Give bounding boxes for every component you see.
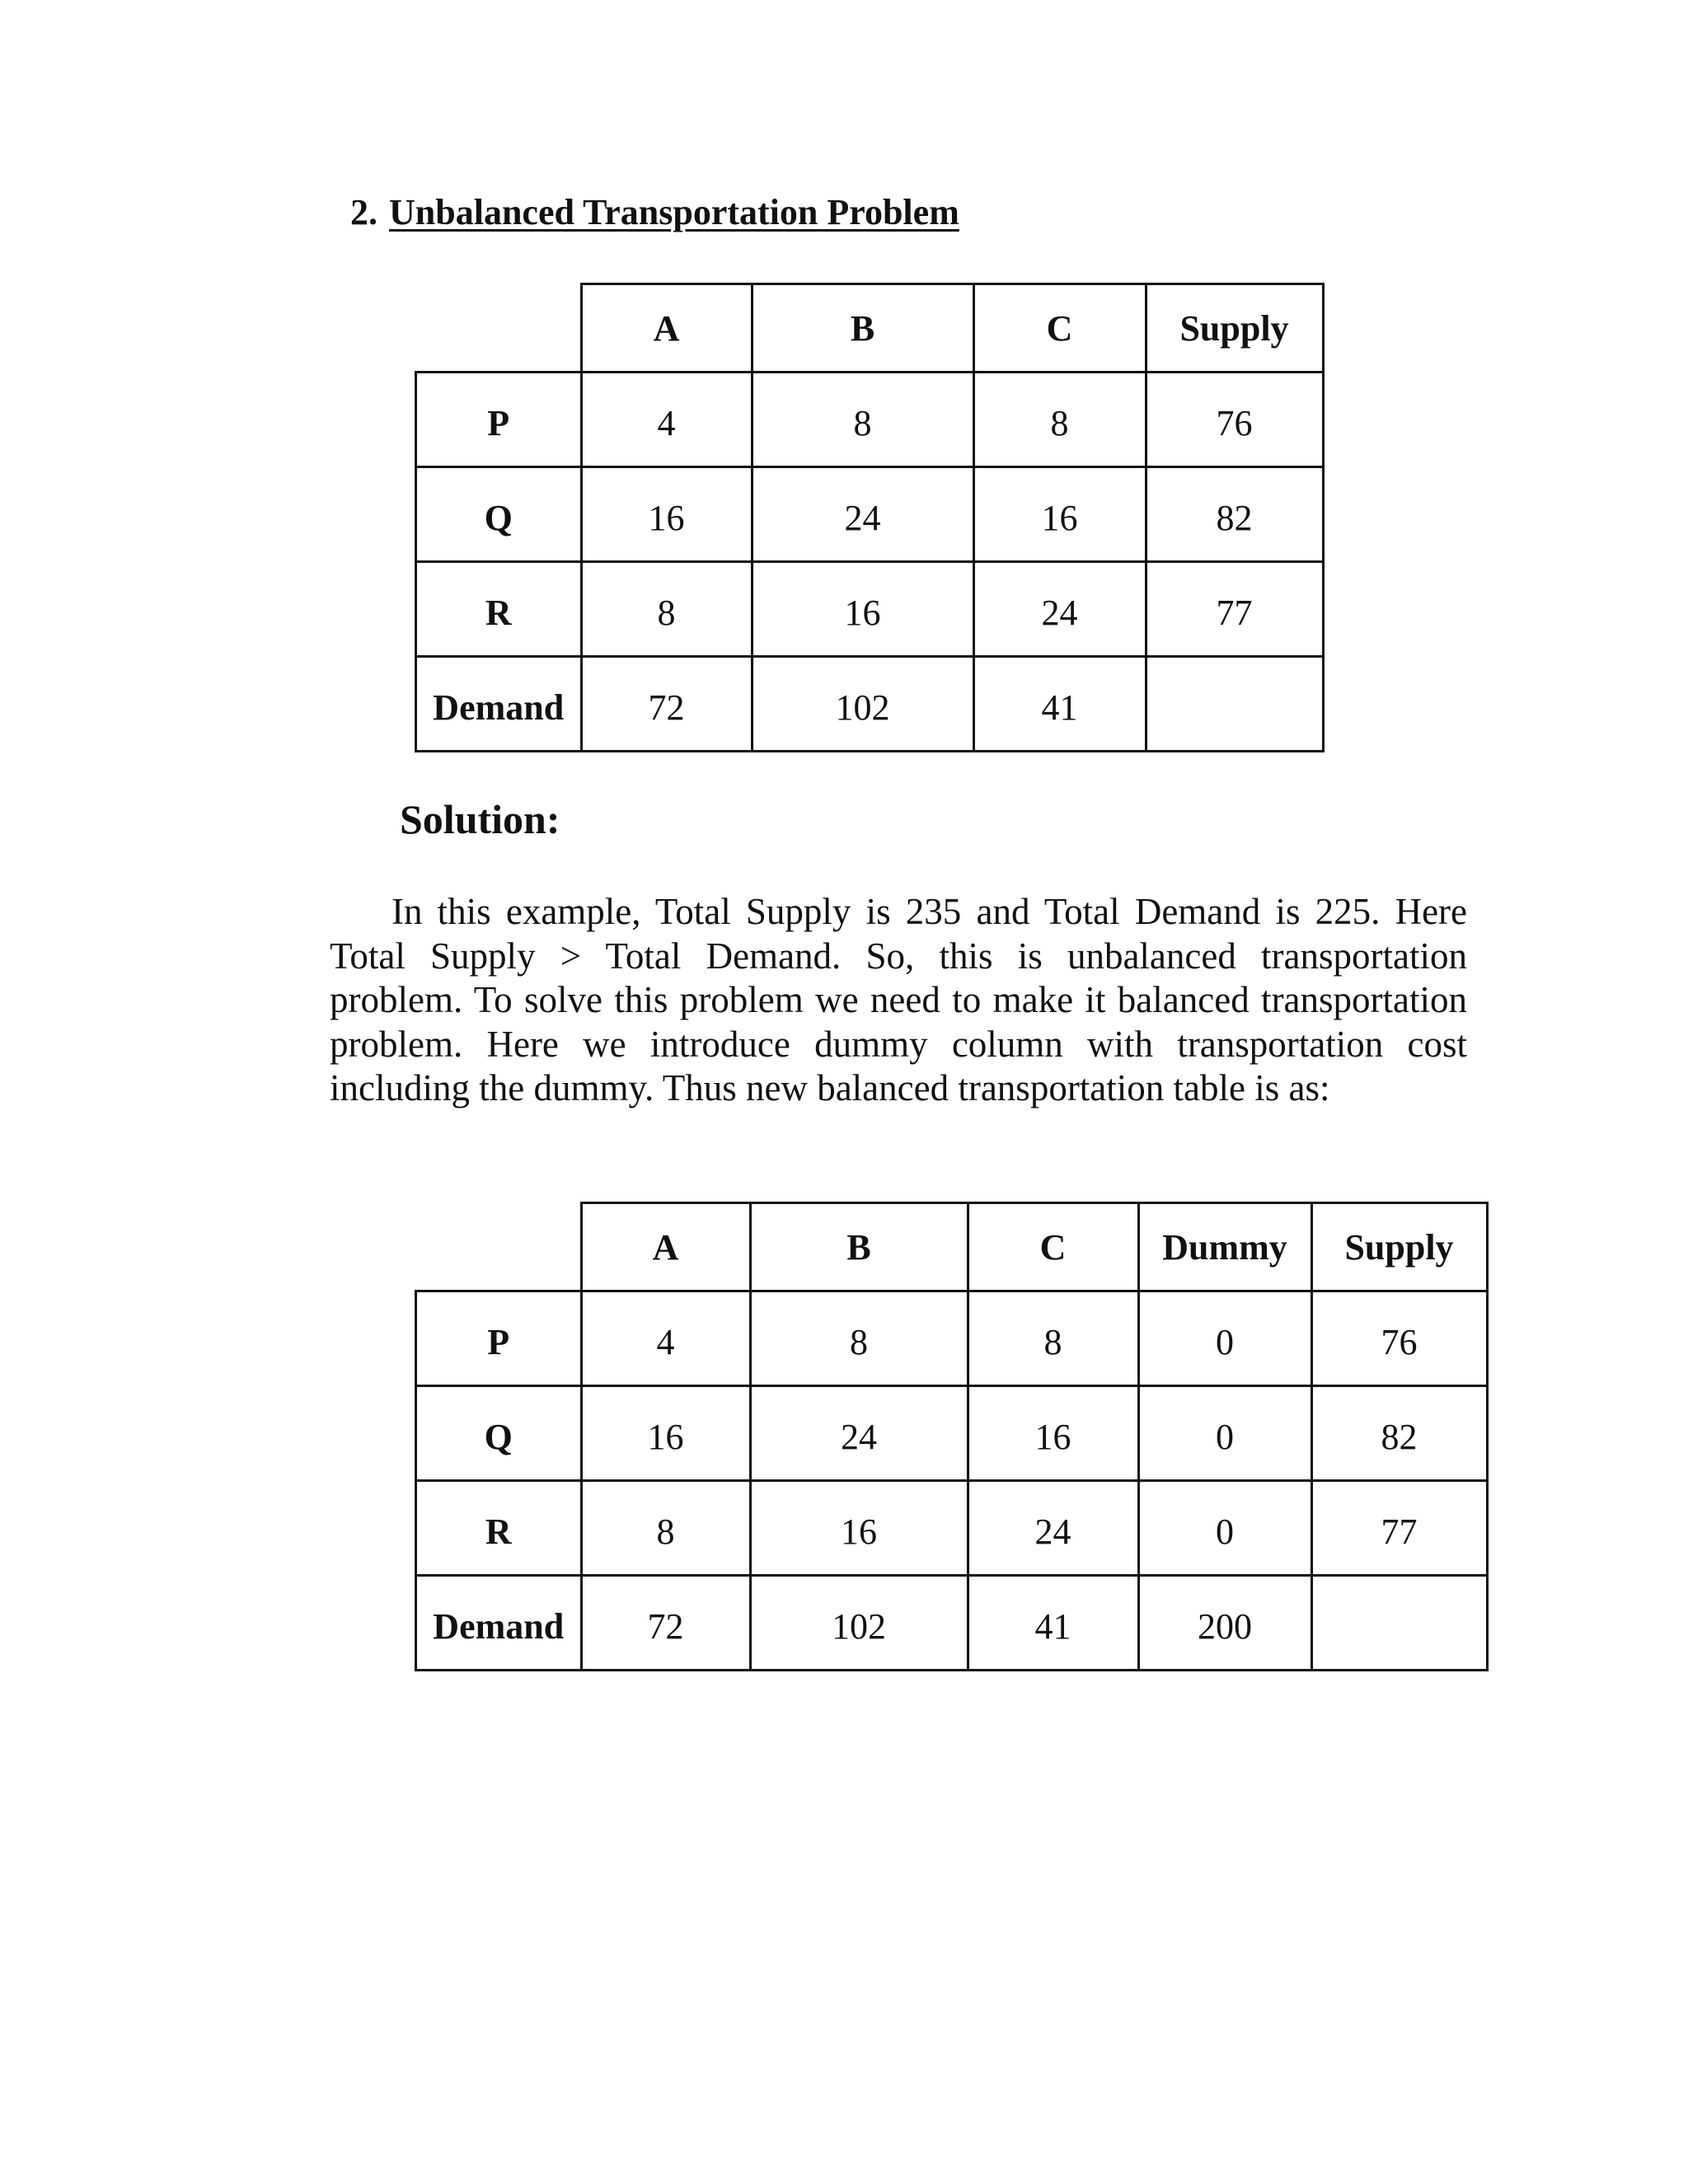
cell: 8 bbox=[968, 1291, 1138, 1386]
cell: 24 bbox=[973, 562, 1146, 657]
table-row bbox=[416, 467, 1324, 562]
solution-label: Solution: bbox=[400, 796, 560, 842]
column-header-b: B bbox=[750, 1203, 968, 1291]
table-row bbox=[416, 373, 1324, 467]
cell: 16 bbox=[973, 467, 1146, 562]
row-label-q: Q bbox=[416, 1386, 582, 1481]
row-label-p: P bbox=[416, 1291, 582, 1386]
column-header-a: A bbox=[581, 1203, 750, 1291]
empty-cell bbox=[1146, 657, 1323, 752]
cell: 16 bbox=[581, 467, 752, 562]
solution-paragraph-text: In this example, Total Supply is 235 and Total Demand is 225. Here Total Supply > Total Demand. So, this is unbalanced transportation problem. To solve this problem we need to make it balanced transportation problem. Here we introduce dummy column with transportation cost including the dummy. Thus new balanced transportation table is as: bbox=[330, 891, 1467, 1108]
solution-paragraph bbox=[330, 890, 1467, 1111]
cell: 8 bbox=[973, 373, 1146, 467]
supply-cell: 76 bbox=[1311, 1291, 1487, 1386]
cell: 16 bbox=[750, 1481, 968, 1576]
section-heading bbox=[350, 191, 959, 233]
corner-cell bbox=[416, 1203, 582, 1291]
cell: 24 bbox=[968, 1481, 1138, 1576]
corner-cell bbox=[416, 284, 582, 373]
column-header-supply: Supply bbox=[1311, 1203, 1487, 1291]
cell: 16 bbox=[581, 1386, 750, 1481]
table-row bbox=[416, 1386, 1488, 1481]
demand-cell: 72 bbox=[581, 657, 752, 752]
demand-cell: 102 bbox=[752, 657, 973, 752]
supply-cell: 82 bbox=[1146, 467, 1323, 562]
transportation-table-original bbox=[415, 283, 1325, 752]
cell: 24 bbox=[750, 1386, 968, 1481]
cell: 16 bbox=[968, 1386, 1138, 1481]
cell: 8 bbox=[752, 373, 973, 467]
supply-cell: 77 bbox=[1146, 562, 1323, 657]
row-label-demand: Demand bbox=[416, 657, 582, 752]
header-row bbox=[416, 284, 1324, 373]
dummy-cell: 0 bbox=[1138, 1291, 1311, 1386]
column-header-b: B bbox=[752, 284, 973, 373]
supply-cell: 76 bbox=[1146, 373, 1323, 467]
header-row bbox=[416, 1203, 1488, 1291]
dummy-cell: 0 bbox=[1138, 1386, 1311, 1481]
dummy-cell: 0 bbox=[1138, 1481, 1311, 1576]
cell: 8 bbox=[581, 1481, 750, 1576]
section-number: 2. bbox=[350, 192, 377, 232]
cell: 16 bbox=[752, 562, 973, 657]
row-label-r: R bbox=[416, 1481, 582, 1576]
demand-cell: 102 bbox=[750, 1576, 968, 1671]
column-header-dummy: Dummy bbox=[1138, 1203, 1311, 1291]
row-label-r: R bbox=[416, 562, 582, 657]
supply-cell: 82 bbox=[1311, 1386, 1487, 1481]
demand-cell: 41 bbox=[973, 657, 1146, 752]
row-label-q: Q bbox=[416, 467, 582, 562]
table-row bbox=[416, 562, 1324, 657]
section-title: Unbalanced Transportation Problem bbox=[389, 192, 959, 232]
cell: 8 bbox=[750, 1291, 968, 1386]
demand-row bbox=[416, 657, 1324, 752]
column-header-c: C bbox=[968, 1203, 1138, 1291]
column-header-supply: Supply bbox=[1146, 284, 1323, 373]
cell: 4 bbox=[581, 1291, 750, 1386]
demand-cell: 41 bbox=[968, 1576, 1138, 1671]
demand-row bbox=[416, 1576, 1488, 1671]
demand-cell: 72 bbox=[581, 1576, 750, 1671]
cell: 8 bbox=[581, 562, 752, 657]
transportation-table-balanced bbox=[415, 1202, 1489, 1671]
table-row bbox=[416, 1481, 1488, 1576]
row-label-p: P bbox=[416, 373, 582, 467]
demand-cell: 200 bbox=[1138, 1576, 1311, 1671]
column-header-c: C bbox=[973, 284, 1146, 373]
table-row bbox=[416, 1291, 1488, 1386]
cell: 24 bbox=[752, 467, 973, 562]
empty-cell bbox=[1311, 1576, 1487, 1671]
cell: 4 bbox=[581, 373, 752, 467]
row-label-demand: Demand bbox=[416, 1576, 582, 1671]
supply-cell: 77 bbox=[1311, 1481, 1487, 1576]
column-header-a: A bbox=[581, 284, 752, 373]
